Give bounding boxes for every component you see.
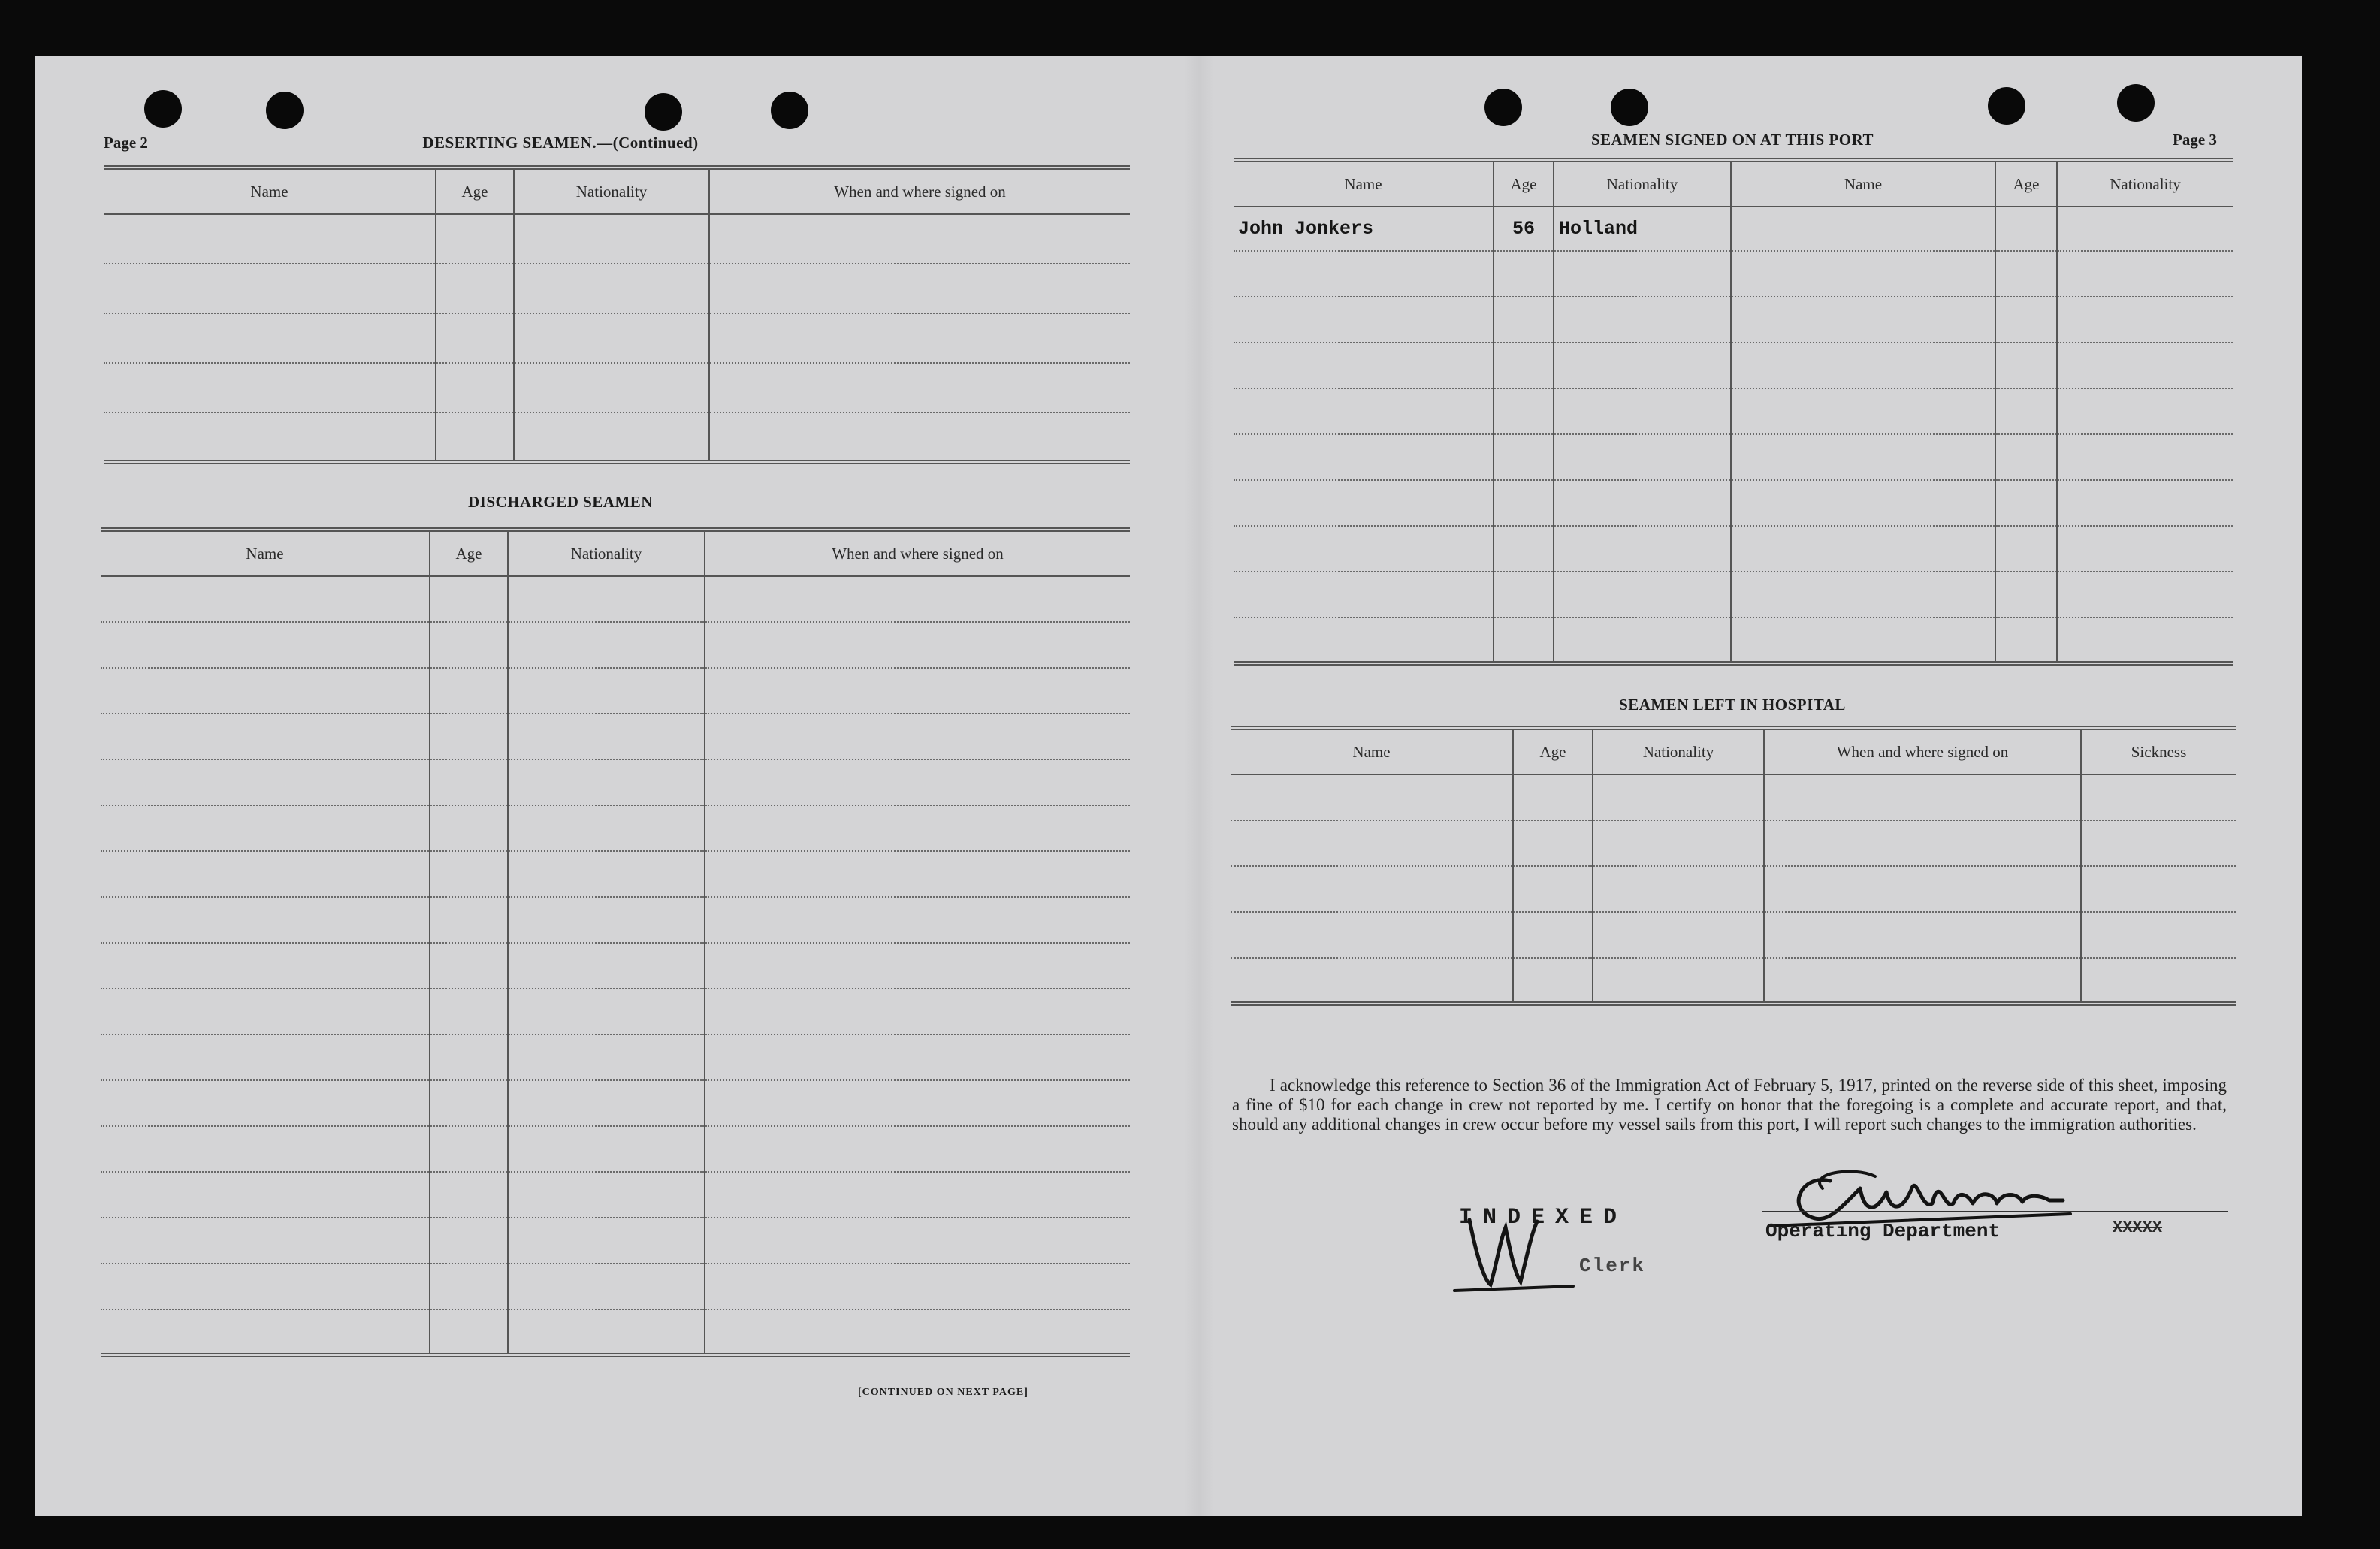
seaman-name: John Jonkers (1234, 207, 1494, 251)
table-row (1231, 912, 2236, 958)
table-row (1234, 434, 2233, 480)
table-row (1234, 297, 2233, 343)
col-nationality: Nationality (508, 530, 705, 576)
col-age: Age (1513, 728, 1593, 774)
table-row (1234, 480, 2233, 526)
table-row (101, 1309, 1130, 1355)
table-row (101, 576, 1130, 622)
col-age: Age (430, 530, 508, 576)
seaman-nationality: Holland (1554, 207, 1731, 251)
col-name-2: Name (1731, 160, 1995, 207)
hospital-title: SEAMEN LEFT IN HOSPITAL (1619, 696, 1846, 714)
table-row (101, 714, 1130, 759)
punch-hole (1611, 89, 1648, 126)
page-number-right: Page 3 (2173, 131, 2217, 149)
indexed-stamp: INDEXED (1459, 1205, 1628, 1230)
table-row (101, 1218, 1130, 1264)
col-nationality: Nationality (1554, 160, 1731, 207)
table-row (1234, 343, 2233, 388)
table-row (101, 1126, 1130, 1172)
continued-note: [CONTINUED ON NEXT PAGE] (858, 1387, 1028, 1398)
table-row (1234, 572, 2233, 617)
table-row (101, 1264, 1130, 1309)
signed-on-table (1234, 158, 2233, 666)
table-row (101, 1080, 1130, 1126)
table-row (1234, 207, 2233, 251)
signed-on-title: SEAMEN SIGNED ON AT THIS PORT (1590, 131, 1874, 149)
seaman-age: 56 (1494, 207, 1554, 251)
acknowledgement-text: I acknowledge this reference to Section 36 of the Immigration Act of February 5, 1917, printed on the reverse side of this sheet, imposing a fine of $10 for each change in crew not reported by me. I certify on honor that the foregoing is a complete and accurate report, and that, should any additional changes in crew occur before my vessel sails from this port, I will report such changes to the immigration authorities. (1232, 1076, 2227, 1134)
table-row (104, 412, 1130, 462)
col-sickness: Sickness (2081, 728, 2236, 774)
table-row (104, 313, 1130, 363)
col-age-2: Age (1995, 160, 2057, 207)
hospital-table (1231, 726, 2236, 1006)
seaman-nationality-2 (2057, 207, 2233, 251)
table-row (101, 989, 1130, 1034)
operating-department-label: Operating Department (1765, 1220, 2001, 1243)
col-when-where: When and where signed on (1764, 728, 2081, 774)
col-when-where: When and where signed on (705, 530, 1130, 576)
col-nationality: Nationality (514, 168, 709, 214)
table-row (1231, 820, 2236, 866)
punch-hole (1484, 89, 1522, 126)
punch-hole (144, 90, 182, 128)
struck-out-title: XXXXX (2113, 1218, 2163, 1237)
table-row (104, 214, 1130, 264)
col-nationality-2: Nationality (2057, 160, 2233, 207)
discharged-title: DISCHARGED SEAMEN (468, 493, 653, 511)
col-name: Name (101, 530, 430, 576)
table-row (1234, 526, 2233, 572)
table-row (1234, 388, 2233, 434)
col-name: Name (104, 168, 436, 214)
table-row (101, 1172, 1130, 1218)
table-row (1234, 617, 2233, 663)
table-row (1234, 251, 2233, 297)
page-number-left: Page 2 (104, 134, 148, 152)
punch-hole (1988, 87, 2025, 125)
clerk-label: Clerk (1579, 1255, 1646, 1277)
table-row (101, 668, 1130, 714)
table-row (101, 851, 1130, 897)
page-fold (1184, 56, 1214, 1516)
table-row (101, 759, 1130, 805)
punch-hole (2117, 84, 2155, 122)
deserting-title: DESERTING SEAMEN.—(Continued) (422, 134, 699, 152)
deserting-seamen-table (104, 165, 1130, 464)
table-row (101, 897, 1130, 943)
col-age: Age (436, 168, 514, 214)
table-row (104, 264, 1130, 313)
table-row (101, 1034, 1130, 1080)
form-sheet (35, 56, 2302, 1516)
table-row (104, 363, 1130, 412)
discharged-seamen-table (101, 527, 1130, 1357)
table-row (101, 805, 1130, 851)
punch-hole (771, 92, 808, 129)
col-name: Name (1234, 160, 1494, 207)
col-when-where: When and where signed on (709, 168, 1130, 214)
col-name: Name (1231, 728, 1513, 774)
signature-line (1762, 1211, 2228, 1212)
punch-hole (645, 93, 682, 131)
seaman-age-2 (1995, 207, 2057, 251)
table-row (1231, 866, 2236, 912)
clerk-initials-signature (1447, 1212, 1620, 1303)
col-age: Age (1494, 160, 1554, 207)
col-nationality: Nationality (1593, 728, 1764, 774)
table-row (101, 943, 1130, 989)
table-row (1231, 774, 2236, 820)
seaman-name-2 (1731, 207, 1995, 251)
punch-hole (266, 92, 304, 129)
table-row (1231, 958, 2236, 1004)
table-row (101, 622, 1130, 668)
